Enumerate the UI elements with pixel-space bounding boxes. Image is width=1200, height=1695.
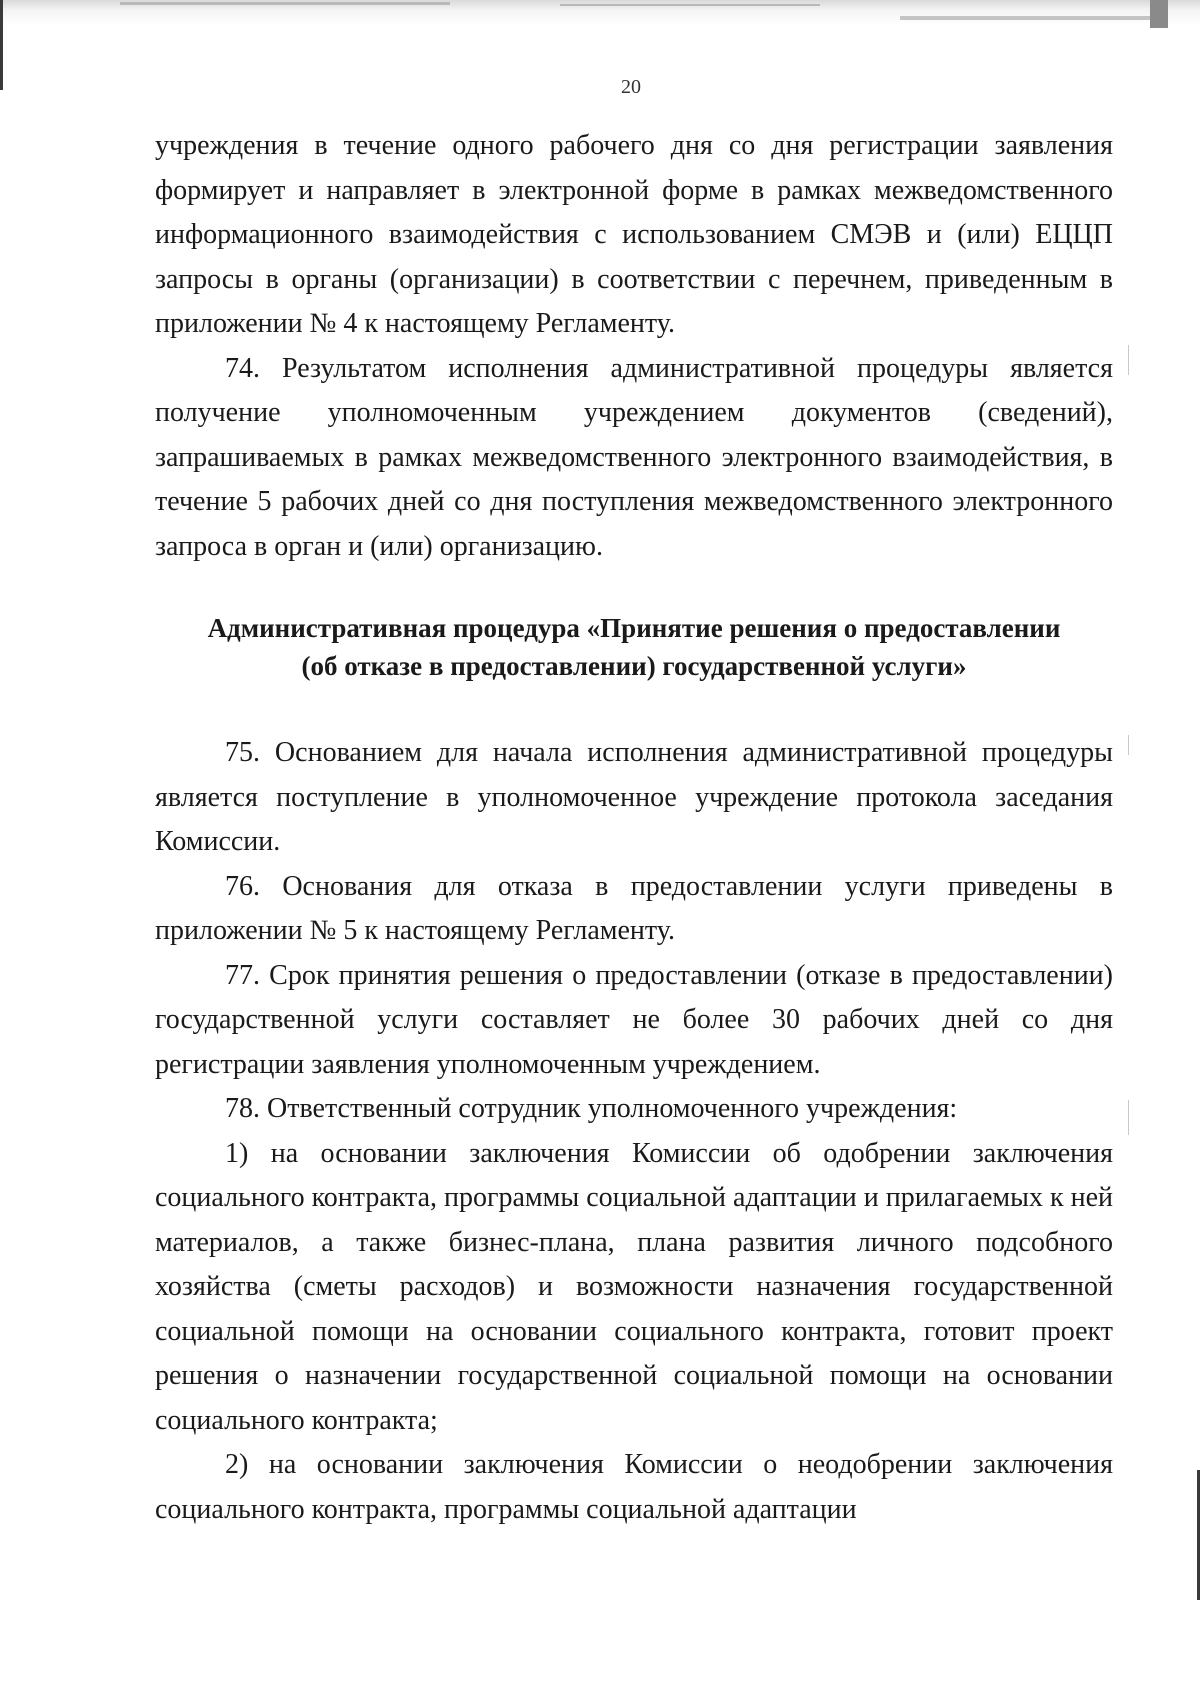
document-body xyxy=(155,124,1113,1532)
paragraph-77: 77. Срок принятия решения о предоставлении (отказе в предоставлении) государственной услуги составляет не более 30 рабочих дней со дня регистрации заявления уполномоченным учреждением. xyxy=(155,959,1113,1080)
scan-artifact xyxy=(1150,0,1168,28)
margin-mark xyxy=(1128,345,1129,375)
paragraph-78: 78. Ответственный сотрудник уполномоченного учреждения: xyxy=(225,1093,958,1124)
margin-mark xyxy=(1128,1100,1129,1135)
paragraph-75: 75. Основанием для начала исполнения административной процедуры является поступление в уполномоченное учреждение протокола заседания Комиссии. xyxy=(155,737,1113,857)
scan-artifact xyxy=(120,2,450,5)
page-number: 20 xyxy=(621,76,641,98)
paragraph-continuation: учреждения в течение одного рабочего дня со дня регистрации заявления формирует и направляет в электронной форме в рамках межведомственного информационного взаимодействия с использованием СМЭВ и (или) ЕЦЦП запросы в органы (организации) в соответствии с перечнем, приведенным в приложении № 4 к настоящему Регламенту. xyxy=(155,130,1113,339)
section-heading-line-1: Административная процедура «Принятие решения о предоставлении xyxy=(207,613,1061,643)
paragraph-74: 74. Результатом исполнения административной процедуры является получение уполномоченным учреждением документов (сведений), запрашиваемых в рамках межведомственного электронного взаимодействия, в течение 5 рабочих дней со дня поступления межведомственного электронного запроса в орган и (или) организацию. xyxy=(155,352,1113,562)
list-item-1: 1) на основании заключения Комиссии об одобрении заключения социального контракта, программы социальной адаптации и прилагаемых к ней материалов, а также бизнес-плана, плана развития личного подсобного хозяйства (сметы расходов) и возможности назначения государственной социальной помощи на основании социального контракта, готовит проект решения о назначении государственной социальной помощи на основании социального контракта; xyxy=(155,1137,1113,1436)
list-item-2: 2) на основании заключения Комиссии о неодобрении заключения социального контракта, программы социальной адаптации xyxy=(155,1449,1113,1525)
scan-artifact xyxy=(560,4,820,6)
scan-artifact xyxy=(900,16,1150,20)
section-heading xyxy=(155,609,1113,685)
scan-top-shadow xyxy=(0,0,1200,50)
paragraph-76: 76. Основания для отказа в предоставлении услуги приведены в приложении № 5 к настоящему Регламенту. xyxy=(155,870,1113,946)
section-heading-line-2: (об отказе в предоставлении) государственной услуги» xyxy=(301,651,967,681)
margin-mark xyxy=(1128,735,1129,755)
